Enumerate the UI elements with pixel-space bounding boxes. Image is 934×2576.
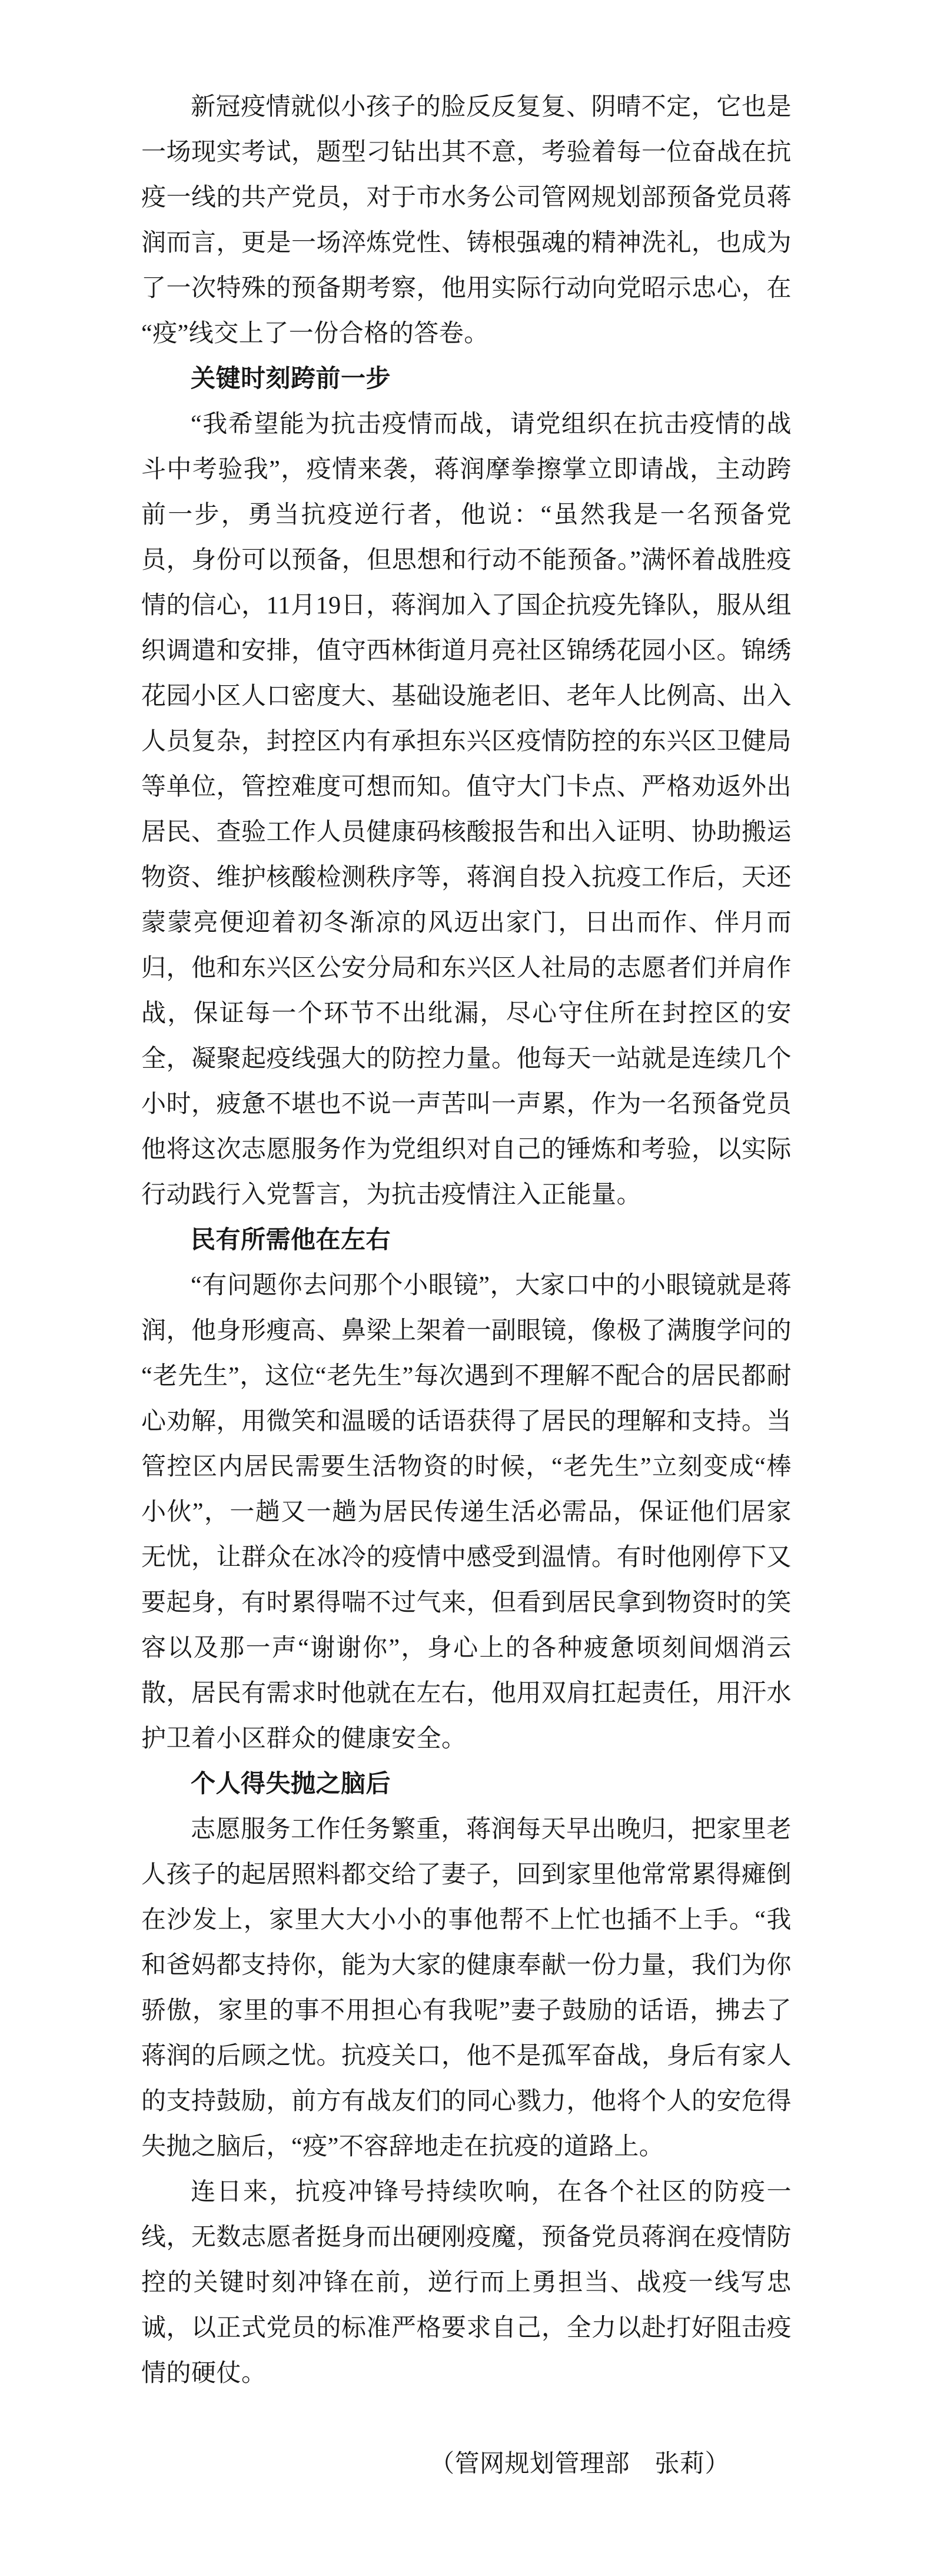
section-1-heading: 关键时刻跨前一步: [191, 366, 391, 393]
intro-paragraph: 新冠疫情就似小孩子的脸反反复复、阴晴不定，它也是一场现实考试，题型刁钻出其不意，考验着每一位奋战在抗疫一线的共产党员，对于市水务公司管网规划部预备党员蒋润而言，更是一场淬炼党性、铸根强魂的精神洗礼，也成为了一次特殊的预备期考察，他用实际行动向党昭示忠心，在“疫”线交上了一份合格的答卷。: [141, 94, 792, 347]
author-signature: （管网规划管理部 张莉）: [429, 2451, 730, 2478]
section-3-paragraph: 志愿服务工作任务繁重，蒋润每天早出晚归，把家里老人孩子的起居照料都交给了妻子，回到家里他常常累得瘫倒在沙发上，家里大大小小的事他帮不上忙也插不上手。“我和爸妈都支持你，能为大家的健康奉献一份力量，我们为你骄傲，家里的事不用担心有我呢”妻子鼓励的话语，拂去了蒋润的后顾之忧。抗疫关口，他不是孤军奋战，身后有家人的支持鼓励，前方有战友们的同心戮力，他将个人的安危得失抛之脑后，“疫”不容辞地走在抗疫的道路上。: [141, 1816, 792, 2160]
section-2-heading: 民有所需他在左右: [191, 1227, 391, 1254]
article-body: [141, 85, 792, 2487]
section-2-paragraph: “有问题你去问那个小眼镜”，大家口中的小眼镜就是蒋润，他身形瘦高、鼻梁上架着一副眼镜，像极了满腹学问的“老先生”，这位“老先生”每次遇到不理解不配合的居民都耐心劝解，用微笑和温暖的话语获得了居民的理解和支持。当管控区内居民需要生活物资的时候，“老先生”立刻变成“棒小伙”，一趟又一趟为居民传递生活必需品，保证他们居家无忧，让群众在冰冷的疫情中感受到温情。有时他刚停下又要起身，有时累得喘不过气来，但看到居民拿到物资时的笑容以及那一声“谢谢你”，身心上的各种疲惫顷刻间烟消云散，居民有需求时他就在左右，他用双肩扛起责任，用汗水护卫着小区群众的健康安全。: [141, 1272, 792, 1752]
closing-paragraph: 连日来，抗疫冲锋号持续吹响，在各个社区的防疫一线，无数志愿者挺身而出硬刚疫魔，预备党员蒋润在疫情防控的关键时刻冲锋在前，逆行而上勇担当、战疫一线写忠诚，以正式党员的标准严格要求自己，全力以赴打好阻击疫情的硬仗。: [141, 2179, 792, 2387]
section-1-paragraph: “我希望能为抗击疫情而战，请党组织在抗击疫情的战斗中考验我”，疫情来袭，蒋润摩拳擦掌立即请战，主动跨前一步，勇当抗疫逆行者，他说：“虽然我是一名预备党员，身份可以预备，但思想和行动不能预备。”满怀着战胜疫情的信心，11月19日，蒋润加入了国企抗疫先锋队，服从组织调遣和安排，值守西林街道月亮社区锦绣花园小区。锦绣花园小区人口密度大、基础设施老旧、老年人比例高、出入人员复杂，封控区内有承担东兴区疫情防控的东兴区卫健局等单位，管控难度可想而知。值守大门卡点、严格劝返外出居民、查验工作人员健康码核酸报告和出入证明、协助搬运物资、维护核酸检测秩序等，蒋润自投入抗疫工作后，天还蒙蒙亮便迎着初冬渐凉的风迈出家门，日出而作、伴月而归，他和东兴区公安分局和东兴区人社局的志愿者们并肩作战，保证每一个环节不出纰漏，尽心守住所在封控区的安全，凝聚起疫线强大的防控力量。他每天一站就是连续几个小时，疲惫不堪也不说一声苦叫一声累，作为一名预备党员他将这次志愿服务作为党组织对自己的锤炼和考验，以实际行动践行入党誓言，为抗击疫情注入正能量。: [141, 411, 792, 1209]
section-3-heading: 个人得失抛之脑后: [191, 1771, 391, 1798]
